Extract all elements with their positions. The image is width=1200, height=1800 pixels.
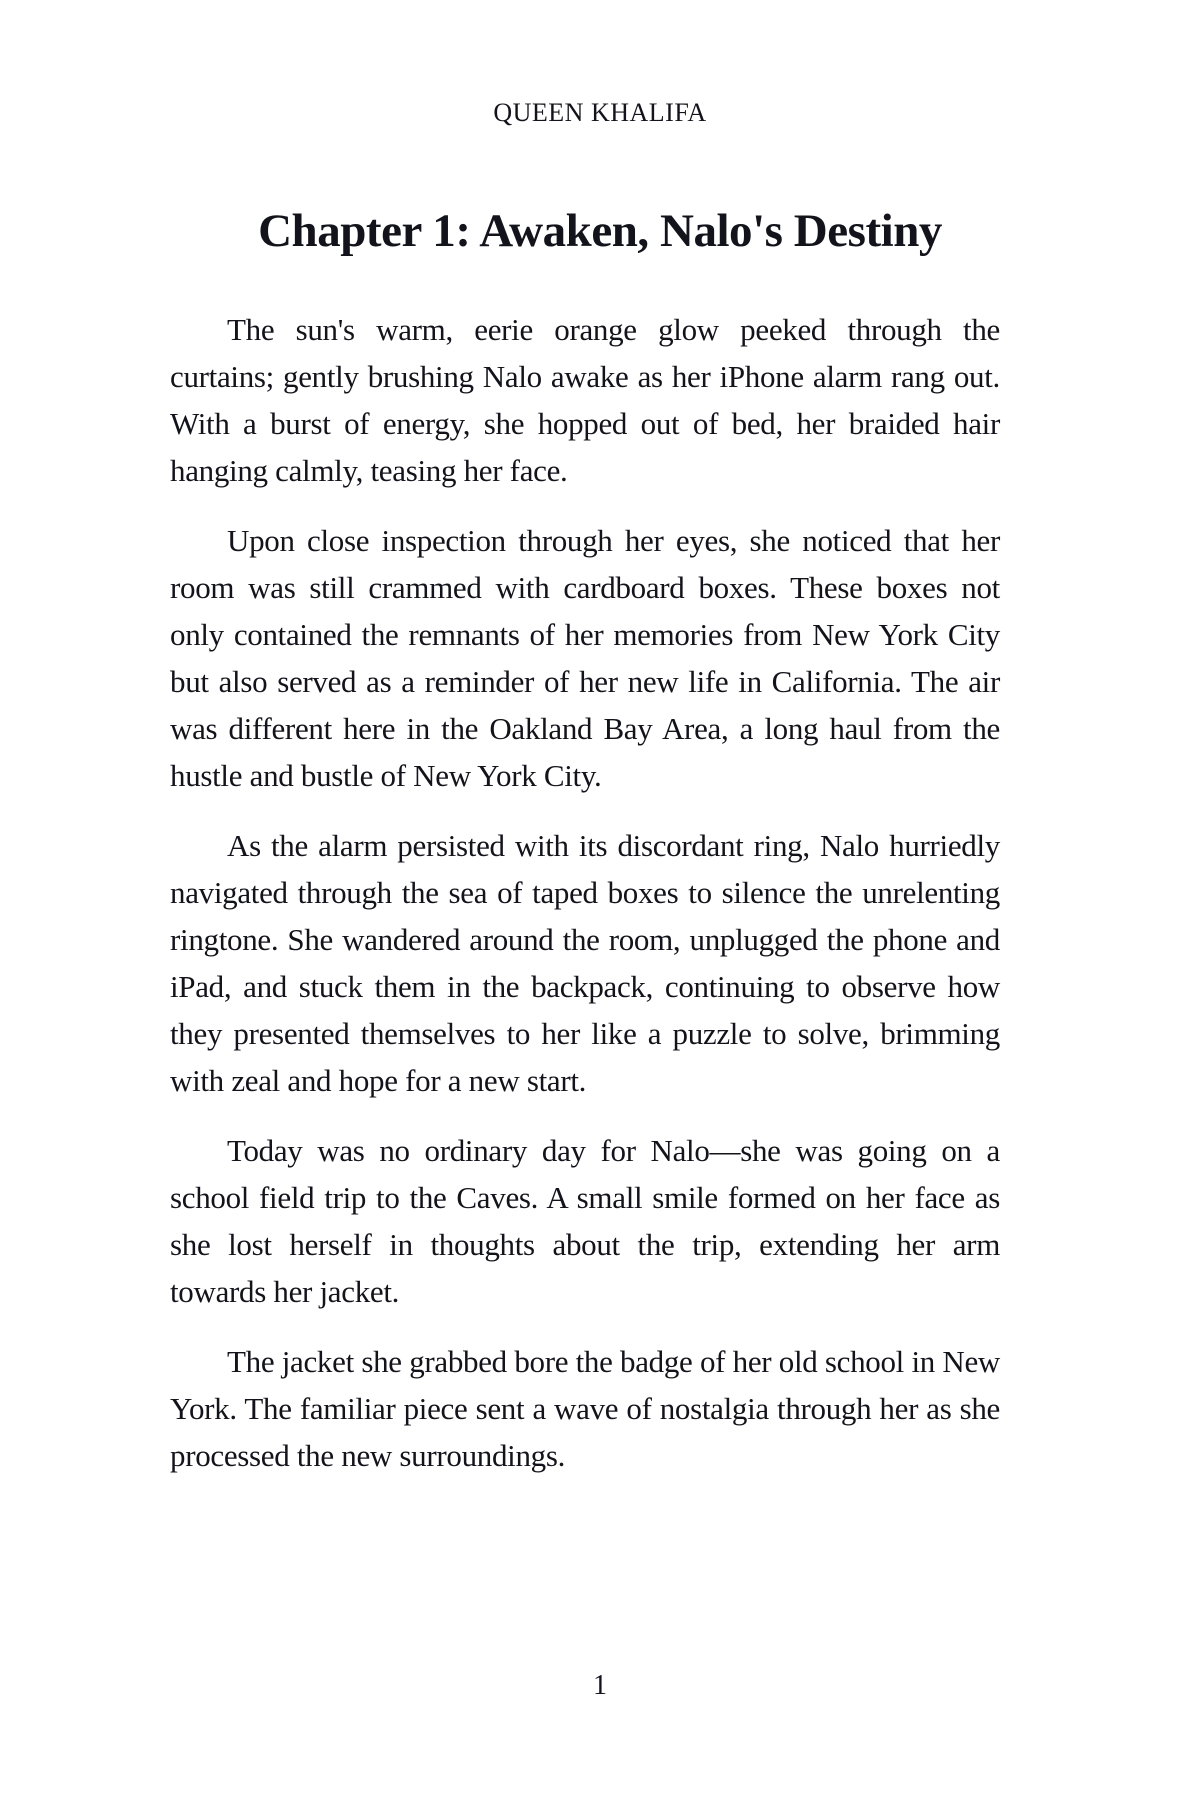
body-paragraph: As the alarm persisted with its discordant ring, Nalo hurriedly navigated through the sea of taped boxes to silence the unrelenting ringtone. She wandered around the room, unplugged the phone and iPad, and stuck them in the backpack, continuing to observe how they presented themselves to her like a puzzle to solve, brimming with zeal and hope for a new start. <box>170 828 1000 1098</box>
page-number: 1 <box>593 1670 607 1701</box>
running-header: QUEEN KHALIFA <box>493 98 707 127</box>
chapter-title: Chapter 1: Awaken, Nalo's Destiny <box>258 205 942 257</box>
body-text <box>170 306 1000 1502</box>
body-paragraph: Today was no ordinary day for Nalo—she was going on a school field trip to the Caves. A small smile formed on her face as she lost herself in thoughts about the trip, extending her arm towards her jacket. <box>170 1133 1000 1309</box>
body-paragraph: The sun's warm, eerie orange glow peeked through the curtains; gently brushing Nalo awake as her iPhone alarm rang out. With a burst of energy, she hopped out of bed, her braided hair hanging calmly, teasing her face. <box>170 312 1000 488</box>
body-paragraph: Upon close inspection through her eyes, she noticed that her room was still crammed with cardboard boxes. These boxes not only contained the remnants of her memories from New York City but also served as a reminder of her new life in California. The air was different here in the Oakland Bay Area, a long haul from the hustle and bustle of New York City. <box>170 523 1000 793</box>
body-paragraph: The jacket she grabbed bore the badge of her old school in New York. The familiar piece sent a wave of nostalgia through her as she processed the new surroundings. <box>170 1344 1000 1473</box>
